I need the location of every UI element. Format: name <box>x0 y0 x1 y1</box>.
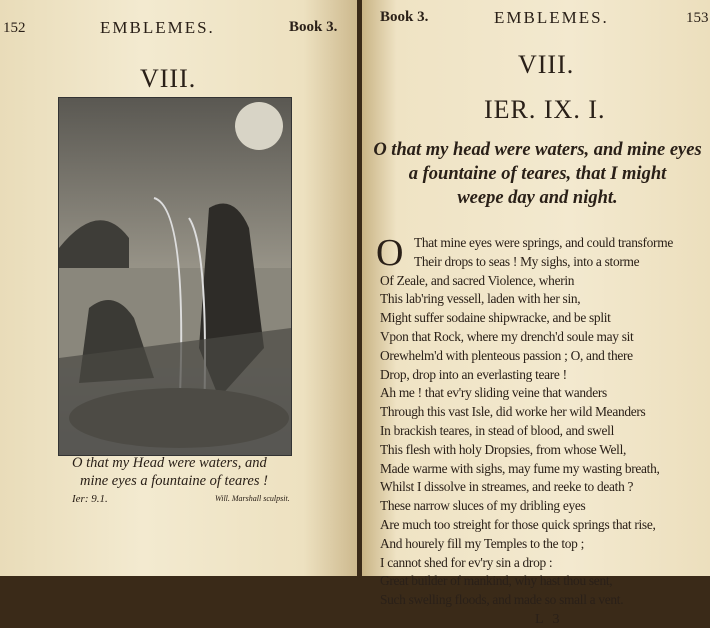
poem-line: Ah me ! that ev'ry sliding veine that wanders <box>380 385 607 401</box>
emblem-engraving <box>58 97 292 456</box>
running-title: EMBLEMES. <box>494 8 609 27</box>
poem-line: I cannot shed for ev'ry sin a drop : <box>380 554 553 570</box>
poem-line: Might suffer sodaine shipwracke, and be split <box>380 310 611 326</box>
poem-line: Through this vast Isle, did worke her wild Meanders <box>380 404 646 420</box>
emblem-number: VIII. <box>518 50 575 79</box>
poem-line: Their drops to seas ! My sighs, into a storme <box>414 253 640 269</box>
page-number: 153 <box>686 10 709 26</box>
poem-line: In brackish teares, in stead of blood, and swell <box>380 422 615 438</box>
caption-line: O that my Head were waters, and <box>72 455 267 471</box>
caption-line: mine eyes a fountaine of teares ! <box>80 473 268 489</box>
poem-line: Such swelling floods, and made so small a vent. <box>380 592 624 608</box>
emblem-number: VIII. <box>140 64 197 93</box>
poem-line: Orewhelm'd with plenteous passion ; O, and there <box>380 347 633 363</box>
poem-line: Made warme with sighs, may fume my wasting breath, <box>380 460 660 476</box>
poem-line: Are much too streight for those quick springs that rise, <box>380 516 656 532</box>
motto-line: a fountaine of teares, that I might <box>408 164 667 184</box>
poem-line: Drop, drop into an everlasting teare ! <box>380 366 567 382</box>
motto-line: O that my head were waters, and mine eyes <box>373 140 702 160</box>
book-label: Book 3. <box>289 19 338 35</box>
poem-line: Whilst I dissolve in streames, and reeke to death ? <box>380 479 634 495</box>
running-title: EMBLEMES. <box>100 18 215 37</box>
poem <box>380 234 673 610</box>
scripture-reference: IER. IX. I. <box>484 95 606 124</box>
poem-line: That mine eyes were springs, and could transforme <box>414 235 673 250</box>
poem-line: Vpon that Rock, where my drench'd soule may sit <box>380 328 634 344</box>
left-page <box>0 0 357 576</box>
poem-line: This flesh with holy Dropsies, from whose Well, <box>380 441 627 457</box>
engraver-credit: Will. Marshall sculpsit. <box>215 494 290 503</box>
book-label: Book 3. <box>380 9 429 25</box>
motto-line: weepe day and night. <box>457 188 618 208</box>
poem-line: Great builder of mankind, why hast thou sent, <box>380 573 613 589</box>
page-number: 152 <box>3 20 26 36</box>
poem-line: These narrow sluces of my dribling eyes <box>380 498 586 514</box>
poem-line: This lab'ring vessell, laden with her sin, <box>380 291 581 307</box>
scripture-reference: Ier: 9.1. <box>72 493 108 505</box>
poem-line: And hourely fill my Temples to the top ; <box>380 535 585 551</box>
poem-line: Of Zeale, and sacred Violence, wherin <box>380 272 575 288</box>
signature-mark: L 3 <box>535 612 560 627</box>
drop-cap: O <box>376 234 404 272</box>
